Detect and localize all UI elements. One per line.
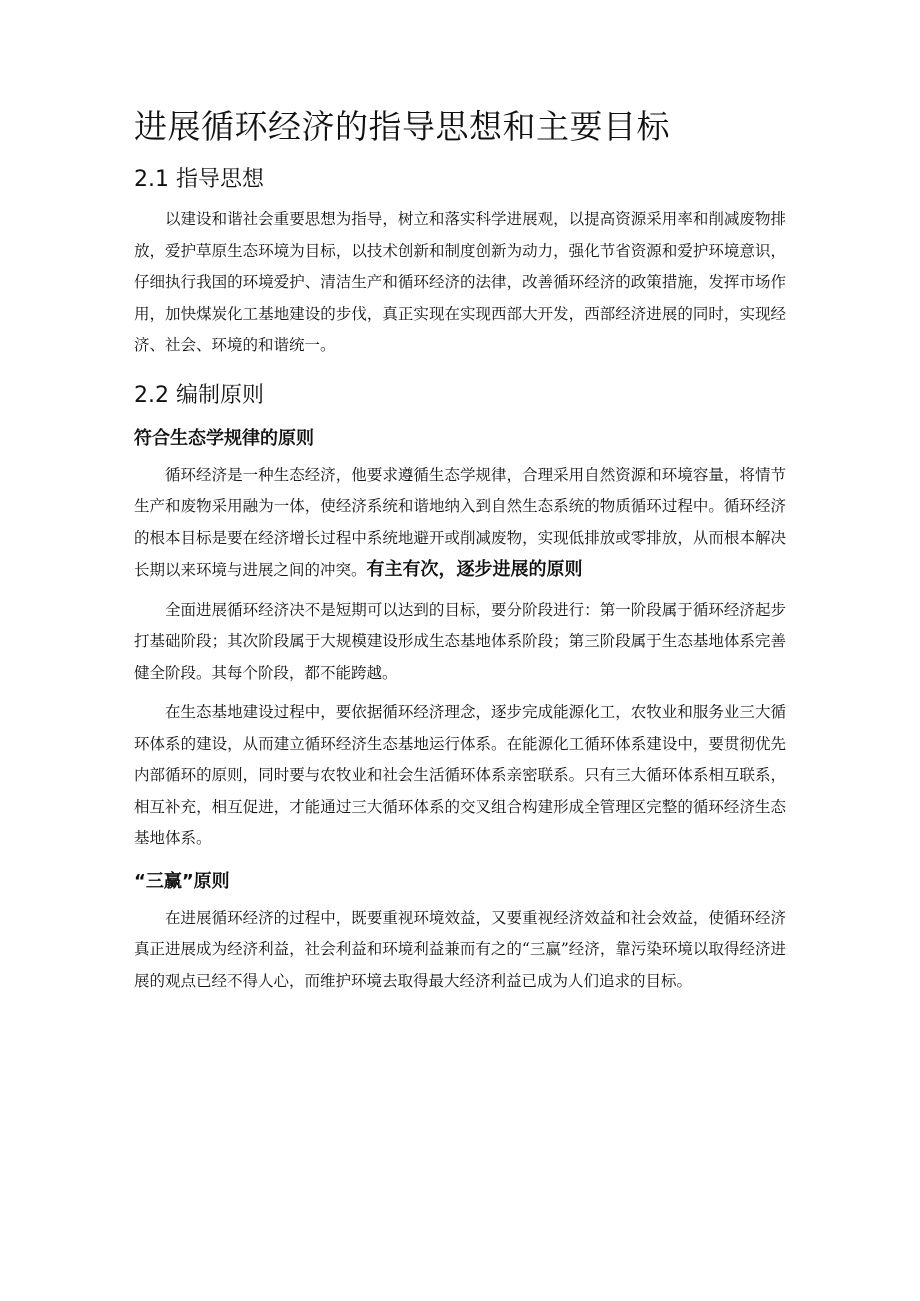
section-2-1-paragraph: 以建设和谐社会重要思想为指导，树立和落实科学进展观，以提高资源采用率和削减废物排放，爱护草原生态环境为目标，以技术创新和制度创新为动力，强化节省资源和爱护环境意识，仔细执行我国的环境爱护、清洁生产和循环经济的法律，改善循环经济的政策措施，发挥市场作用，加快煤炭化工基地建设的步伐，真正实现在实现西部大开发，西部经济进展的同时，实现经济、社会、环境的和谐统一。 bbox=[134, 210, 786, 354]
principle-ecology-text: 循环经济是一种生态经济，他要求遵循生态学规律，合理采用自然资源和环境容量，将情节生产和废物采用融为一体，使经济系统和谐地纳入到自然生态系统的物质循环过程中。循环经济的根本目标是要在经济增长过程中系统地避开或削减废物，实现低排放或零排放，从而根本解决长期以来环境与进展之间的冲突。 bbox=[134, 465, 786, 579]
principle-triple-win-paragraph: 在进展循环经济的过程中，既要重视环境效益，又要重视经济效益和社会效益，使循环经济真正进展成为经济利益，社会利益和环境利益兼而有之的“三赢”经济，靠污染环境以取得经济进展的观点已经不得人心，而维护环境去取得最大经济利益已成为人们追求的目标。 bbox=[134, 908, 786, 990]
document-body bbox=[134, 104, 786, 1005]
section-2-1-heading: 2.1 指导思想 bbox=[134, 167, 264, 192]
principle-ecology-heading: 符合生态学规律的原则 bbox=[134, 427, 314, 449]
section-2-2-heading: 2.2 编制原则 bbox=[134, 382, 264, 408]
principle-stepwise-paragraph-2: 在生态基地建设过程中，要依据循环经济理念，逐步完成能源化工，农牧业和服务业三大循环体系的建设，从而建立循环经济生态基地运行体系。在能源化工循环体系建设中，要贯彻优先内部循环的原则，同时要与农牧业和社会生活循环体系亲密联系。只有三大循环体系相互联系，相互补充，相互促进，才能通过三大循环体系的交叉组合构建形成全管理区完整的循环经济生态基地体系。 bbox=[134, 703, 786, 847]
principle-triple-win-heading: “三赢”原则 bbox=[134, 870, 230, 892]
document-title: 进展循环经济的指导思想和主要目标 bbox=[134, 107, 670, 146]
principle-ecology-paragraph bbox=[134, 460, 786, 587]
principle-stepwise-paragraph-1: 全面进展循环经济决不是短期可以达到的目标，要分阶段进行：第一阶段属于循环经济起步打基础阶段；其次阶段属于大规模建设形成生态基地体系阶段；第三阶段属于生态基地体系完善健全阶段。其每个阶段，都不能跨越。 bbox=[134, 600, 786, 682]
principle-stepwise-heading: 有主有次，逐步进展的原则 bbox=[366, 559, 583, 580]
